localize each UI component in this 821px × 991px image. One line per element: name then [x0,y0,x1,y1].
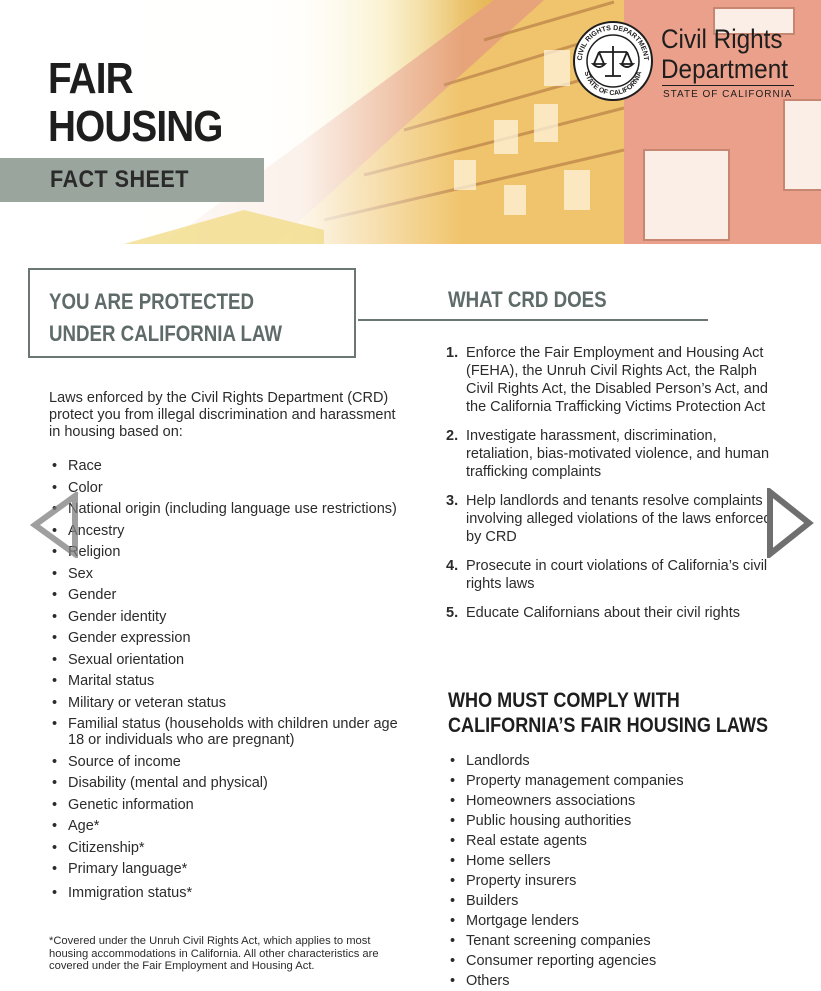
protected-heading-line-1: YOU ARE PROTECTED [49,289,255,314]
list-item: • Property insurers [448,871,778,891]
list-item: • Race [49,458,409,474]
heading-connector-line [358,319,708,321]
list-number: 2. [446,428,459,444]
list-item: • Source of income [49,754,409,770]
list-item: • Disability (mental and physical) [49,775,409,791]
list-item: • Gender identity [49,609,409,625]
department-name [661,24,788,84]
list-item: • Sexual orientation [49,652,409,668]
list-item: • Marital status [49,673,409,689]
list-item [446,492,781,546]
list-text: Educate Californians about their civil rights [466,605,741,621]
list-item [446,344,781,416]
comply-heading-line-2: CALIFORNIA’S FAIR HOUSING LAWS [448,714,769,737]
department-name-line-2: Department [661,54,788,84]
protected-heading-line-2: UNDER CALIFORNIA LAW [49,321,283,346]
protected-intro: Laws enforced by the Civil Rights Department (CRD) protect you from illegal discrimination and harassment in housing based on: [49,390,396,440]
list-item: • Color [49,480,409,496]
chevron-left-icon[interactable] [30,492,80,558]
comply-heading [448,688,768,738]
list-number: 4. [446,558,459,574]
list-item: • Age* [49,818,409,834]
page-title [48,55,223,151]
list-text: Help landlords and tenants resolve complaints involving alleged violations of the laws enforced by CRD [466,493,772,545]
list-item: • Ancestry [49,523,409,539]
scales-of-justice-icon [572,20,654,102]
seal-text-top: CIVIL RIGHTS DEPARTMENT [576,24,650,61]
list-item: • Familial status (households with children under age 18 or individuals who are pregnant) [49,716,409,748]
crd-heading: WHAT CRD DOES [448,287,607,312]
list-text: Enforce the Fair Employment and Housing Act (FEHA), the Unruh Civil Rights Act, the Ralph Civil Rights Act, the Disabled Person’s Act, and the California Trafficking Victims Protection Act [466,345,768,415]
list-item: • Religion [49,544,409,560]
list-item: • Citizenship* [49,840,409,856]
protected-characteristics-list [49,458,409,901]
comply-heading-line-1: WHO MUST COMPLY WITH [448,689,680,712]
list-item: • Tenant screening companies [448,931,778,951]
list-item: • Public housing authorities [448,811,778,831]
list-number: 1. [446,345,459,361]
list-item: • Landlords [448,751,778,771]
list-item [446,604,781,622]
list-item: • Real estate agents [448,831,778,851]
footnote: *Covered under the Unruh Civil Rights Act, which applies to most housing accommodations in California. All other characteristics are covered under the Fair Employment and Housing Act. [49,935,379,972]
chevron-right-icon[interactable] [764,488,814,558]
list-item: • Gender [49,587,409,603]
crd-duties-list [446,344,781,633]
department-state: STATE OF CALIFORNIA [663,89,793,100]
list-item: • Others [448,971,778,991]
list-item: • National origin (including language use restrictions) [49,501,409,517]
list-item: • Gender expression [49,630,409,646]
list-item: • Builders [448,891,778,911]
seal-text-bottom: STATE OF CALIFORNIA [582,70,644,98]
list-number: 3. [446,493,459,509]
list-text: Investigate harassment, discrimination, retaliation, bias-motivated violence, and human trafficking complaints [466,428,770,480]
title-line-2: HOUSING [48,102,223,151]
list-item: • Sex [49,566,409,582]
protected-heading [49,286,282,350]
list-item: • Immigration status* [49,885,409,901]
list-item [446,427,781,481]
list-item [446,557,781,593]
list-item: • Home sellers [448,851,778,871]
list-item: • Consumer reporting agencies [448,951,778,971]
list-item: • Property management companies [448,771,778,791]
department-name-line-1: Civil Rights [661,24,783,54]
list-item: • Homeowners associations [448,791,778,811]
subtitle: FACT SHEET [50,166,189,193]
title-line-1: FAIR [48,54,133,103]
list-number: 5. [446,605,459,621]
list-item: • Military or veteran status [49,695,409,711]
list-item: • Mortgage lenders [448,911,778,931]
list-item: • Primary language* [49,861,409,877]
who-must-comply-list [448,751,778,991]
list-item: • Genetic information [49,797,409,813]
logo-divider [662,85,794,86]
list-text: Prosecute in court violations of California’s civil rights laws [466,558,768,592]
